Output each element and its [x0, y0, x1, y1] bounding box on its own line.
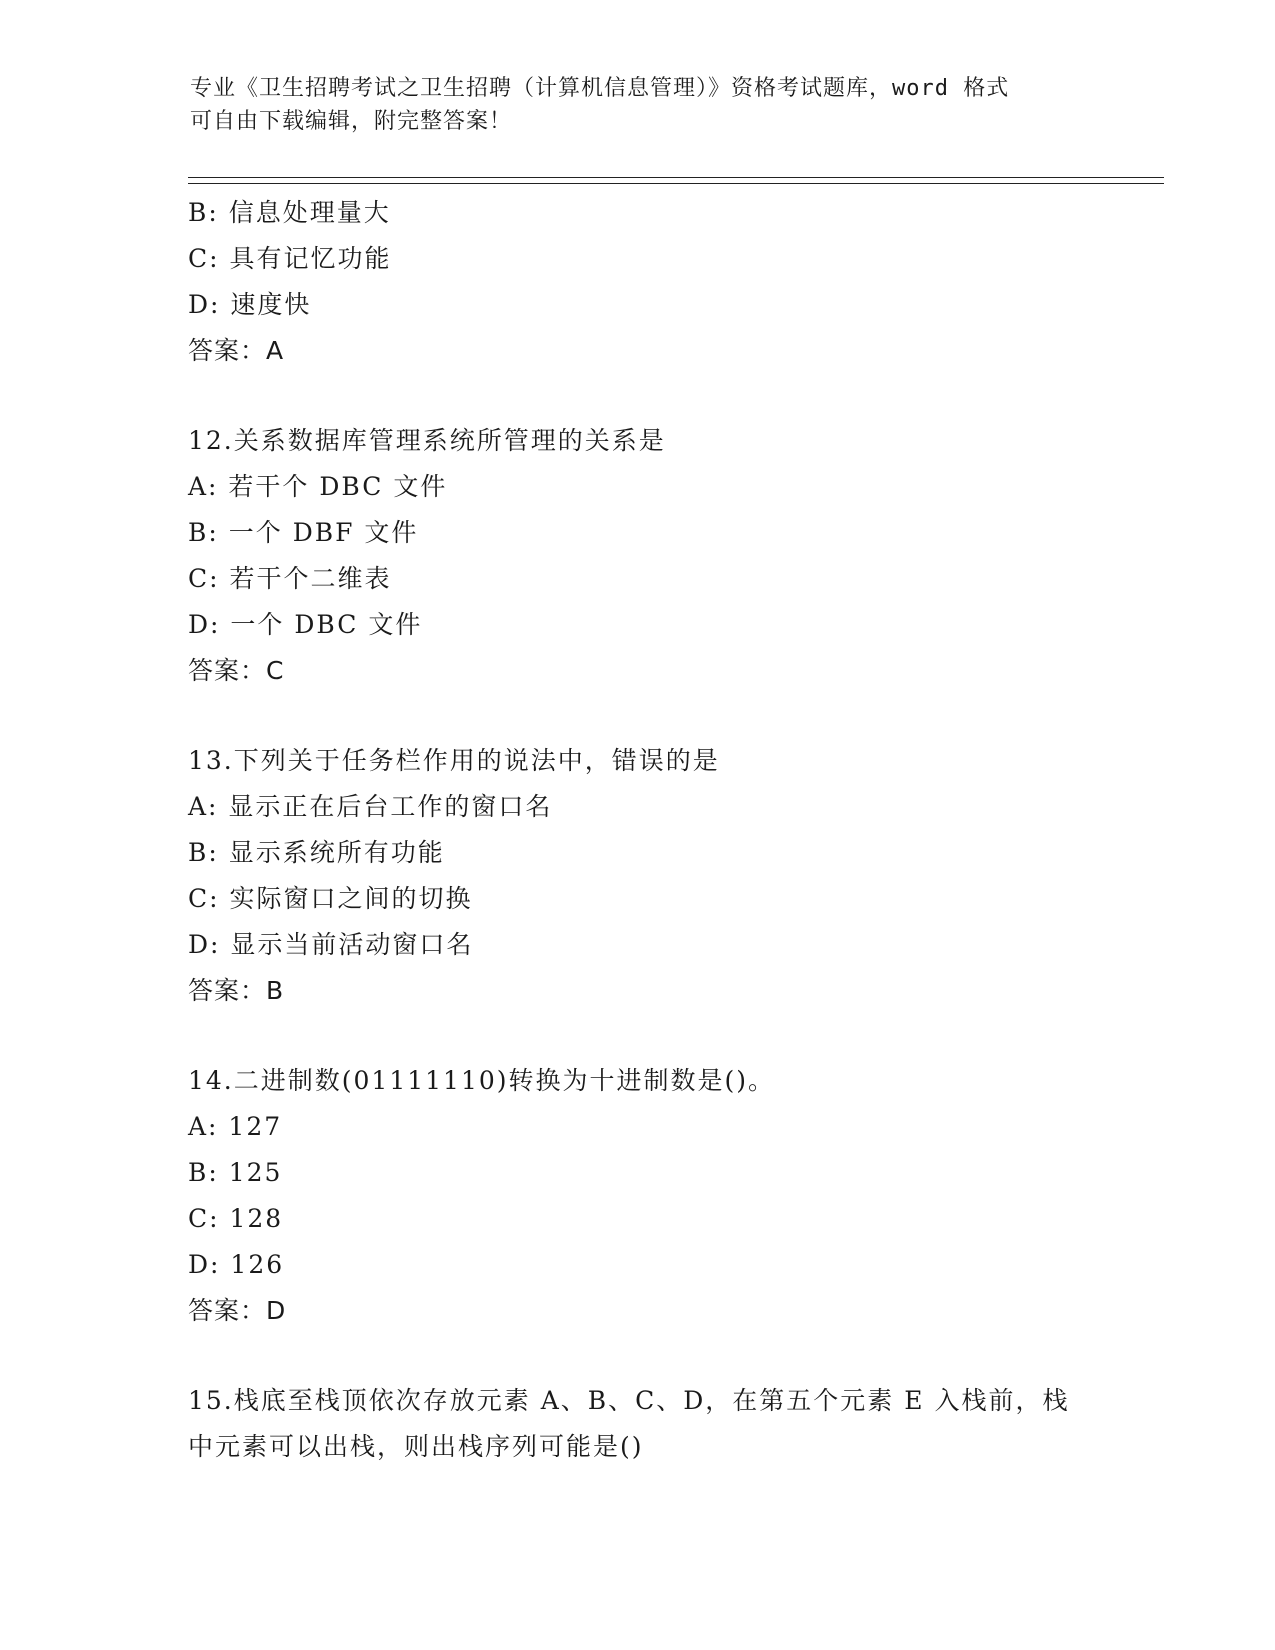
option-c: C: 实际窗口之间的切换 [188, 884, 473, 913]
option-a: A: 显示正在后台工作的窗口名 [188, 792, 553, 821]
question-stem: 14.二进制数(01111110)转换为十进制数是()。 [188, 1066, 776, 1095]
spacer [188, 374, 1108, 418]
question-stem-line-2: 中元素可以出栈，则出栈序列可能是() [188, 1432, 644, 1461]
option-c: C: 若干个二维表 [188, 564, 392, 593]
header-rule-bottom [188, 183, 1164, 184]
option-c: C: 128 [188, 1204, 284, 1233]
option-d: D: 显示当前活动窗口名 [188, 930, 474, 959]
document-header [190, 72, 1090, 138]
question-block-12 [188, 418, 1108, 694]
answer-line: 答案：D [188, 1296, 287, 1325]
option-d: D: 一个 DBC 文件 [188, 610, 423, 639]
answer-line: 答案：A [188, 336, 285, 365]
spacer [188, 694, 1108, 738]
question-block-14 [188, 1058, 1108, 1334]
question-block-11 [188, 190, 1108, 374]
option-d: D: 126 [188, 1250, 285, 1279]
question-stem: 12.关系数据库管理系统所管理的关系是 [188, 426, 666, 455]
answer-line: 答案：C [188, 656, 285, 685]
header-rule-top [188, 177, 1164, 178]
option-a: A: 127 [188, 1112, 283, 1141]
header-line-2: 可自由下载编辑，附完整答案！ [190, 109, 513, 134]
spacer [188, 1014, 1108, 1058]
question-stem: 13.下列关于任务栏作用的说法中，错误的是 [188, 746, 720, 775]
spacer [188, 1334, 1108, 1378]
option-b: B: 信息处理量大 [188, 198, 391, 227]
answer-line: 答案：B [188, 976, 285, 1005]
question-block-13 [188, 738, 1108, 1014]
question-stem-line-1: 15.栈底至栈顶依次存放元素 A、B、C、D，在第五个元素 E 入栈前，栈 [188, 1386, 1070, 1415]
option-b: B: 显示系统所有功能 [188, 838, 445, 867]
option-a: A: 若干个 DBC 文件 [188, 472, 448, 501]
option-b: B: 一个 DBF 文件 [188, 518, 419, 547]
question-block-15 [188, 1378, 1108, 1470]
option-c: C: 具有记忆功能 [188, 244, 392, 273]
question-list [188, 190, 1108, 1470]
option-d: D: 速度快 [188, 290, 312, 319]
header-line-1: 专业《卫生招聘考试之卫生招聘（计算机信息管理）》资格考试题库，word 格式 [190, 76, 1010, 101]
option-b: B: 125 [188, 1158, 283, 1187]
